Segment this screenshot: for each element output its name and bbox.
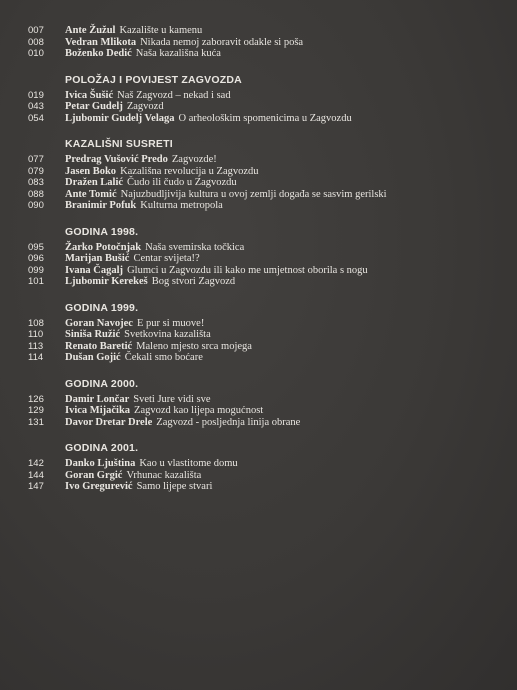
page-number: 007 [28,25,44,36]
toc-entry [28,417,507,429]
article-title: Zagvozd - posljednja linija obrane [156,416,301,428]
toc-entry [28,265,507,277]
article-title: Bog stvori Zagvozd [151,276,236,287]
toc-entry [28,242,507,254]
page-number: 090 [28,200,44,211]
article-title: Naš Zagvozd – nekad i sad [117,89,231,101]
toc-entry [28,253,507,265]
article-title: Glumci u Zagvozdu ili kako me umjetnost oborila s nogu [127,264,368,276]
article-title: Čekali smo boćare [124,352,203,363]
article-title: Kazalište u kamenu [119,25,203,36]
toc-entry [28,177,507,189]
author-name: Danko Ljuština [65,458,136,469]
toc-entry [28,470,507,482]
article-title: Zagvozd kao lijepa mogućnost [134,405,264,416]
toc-section [28,302,507,364]
table-of-contents [28,25,507,507]
toc-entry [28,90,507,102]
section-title: GODINA 2001. [65,442,139,454]
page-number: 110 [28,329,44,340]
toc-entry [28,329,507,341]
toc-entry [28,352,507,364]
toc-section [28,378,507,429]
page-number: 108 [28,317,44,329]
author-name: Ivana Čagalj [65,264,124,276]
toc-section [28,25,507,60]
toc-entry [28,458,507,470]
toc-entry [28,37,507,49]
author-name: Renato Baretić [65,340,133,352]
author-name: Vedran Mlikota [65,36,137,48]
article-title: Kao u vlastitome domu [139,458,238,469]
article-title: Vrhunac kazališta [126,469,202,481]
article-title: Čudo ili čudo u Zagvozdu [127,177,237,188]
author-name: Dražen Lalić [65,177,124,188]
toc-entry [28,276,507,288]
page-number: 077 [28,154,44,165]
author-name: Petar Gudelj [65,101,123,112]
page-number: 114 [28,352,44,363]
toc-entry [28,394,507,406]
author-name: Goran Navojec [65,317,133,329]
author-name: Ljubomir Gudelj Velaga [65,112,175,124]
toc-entry [28,341,507,353]
page-number: 131 [28,416,44,428]
author-name: Ivica Mijačika [65,405,131,416]
toc-section [28,74,507,125]
toc-section [28,138,507,212]
article-title: Samo lijepe stvari [136,481,213,492]
section-title: GODINA 1999. [65,301,139,314]
page-number: 144 [28,469,44,481]
page-number: 147 [28,481,44,492]
author-name: Dušan Gojić [65,352,121,363]
section-title: GODINA 1998. [65,225,139,238]
page-number: 095 [28,241,44,253]
page-number: 129 [28,405,44,416]
author-name: Branimir Pofuk [65,200,137,211]
page-number: 142 [28,458,44,469]
page-number: 088 [28,188,44,200]
article-title: Naša svemirska točkica [145,241,245,253]
page-number: 010 [28,48,44,59]
toc-entry [28,101,507,113]
page-number: 101 [28,276,44,287]
page-number: 096 [28,253,44,264]
article-title: E pur si muove! [136,317,205,329]
section-title: KAZALIŠNI SUSRETI [65,138,173,150]
article-title: Nikada nemoj zaboravit odakle si poša [140,36,304,48]
article-title: Centar svijeta!? [133,253,200,264]
author-name: Ante Tomić [65,188,117,200]
toc-section [28,226,507,288]
article-title: Naša kazališna kuća [135,48,221,59]
article-title: Sveti Jure vidi sve [133,393,211,405]
article-title: Maleno mjesto srca mojega [136,340,252,352]
page-number: 008 [28,36,44,48]
toc-entry [28,25,507,37]
article-title: O arheološkim spomenicima u Zagvozdu [178,112,352,124]
page-number: 079 [28,165,44,177]
author-name: Davor Dretar Drele [65,416,153,428]
article-title: Zagvozde! [171,154,217,165]
article-title: Najuzbudljivija kultura u ovoj zemlji događa se sasvim gerilski [120,188,387,200]
toc-entry [28,189,507,201]
author-name: Goran Grgić [65,469,123,481]
author-name: Predrag Vušović Predo [65,154,168,165]
author-name: Marijan Bušić [65,253,130,264]
toc-entry [28,318,507,330]
article-title: Svetkovina kazališta [124,329,211,340]
toc-entry [28,481,507,493]
section-title: POLOŽAJ I POVIJEST ZAGVOZDA [65,73,242,86]
author-name: Siniša Ružić [65,329,121,340]
author-name: Žarko Potočnjak [65,241,142,253]
page-number: 019 [28,89,44,101]
section-title: GODINA 2000. [65,377,139,390]
toc-entry [28,405,507,417]
page-number: 083 [28,177,44,188]
author-name: Ljubomir Kerekeš [65,276,148,287]
author-name: Boženko Dedić [65,48,132,59]
article-title: Kazališna revolucija u Zagvozdu [120,165,259,177]
page-number: 113 [28,340,44,352]
toc-entry [28,154,507,166]
page-number: 054 [28,112,44,124]
page-number: 126 [28,393,44,405]
author-name: Jasen Boko [65,165,117,177]
author-name: Ante Žužul [65,25,116,36]
page-number: 099 [28,264,44,276]
toc-entry [28,113,507,125]
author-name: Damir Lončar [65,393,130,405]
toc-entry [28,48,507,60]
toc-entry [28,200,507,212]
author-name: Ivo Gregurević [65,481,133,492]
article-title: Kulturna metropola [140,200,223,211]
author-name: Ivica Šušić [65,89,114,101]
article-title: Zagvozd [126,101,164,112]
toc-section [28,442,507,493]
toc-entry [28,166,507,178]
page-number: 043 [28,101,44,112]
